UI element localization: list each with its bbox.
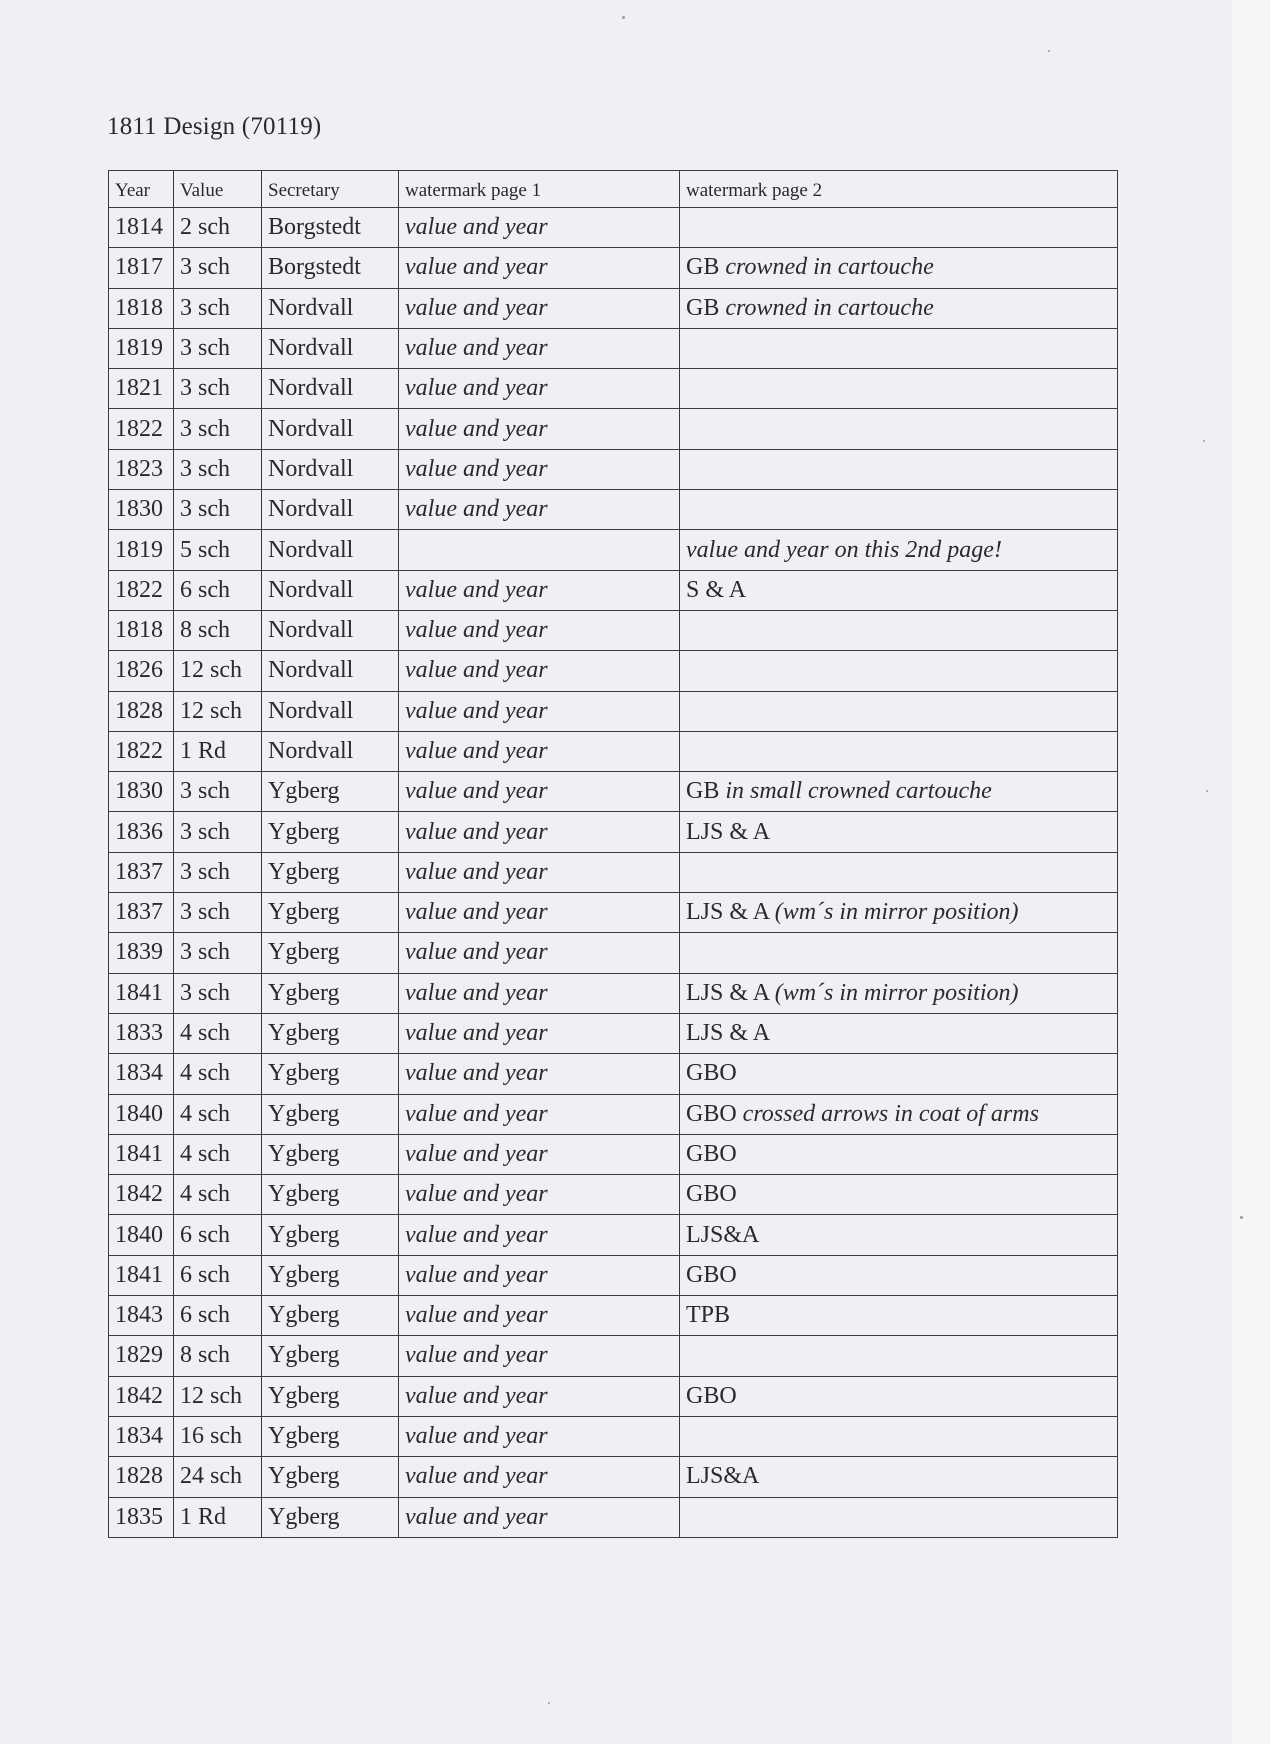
cell-watermark-page-1: value and year bbox=[399, 1134, 680, 1174]
cell-value: 2 sch bbox=[174, 208, 262, 248]
document-title: 1811 Design (70119) bbox=[107, 113, 322, 140]
cell-value: 3 sch bbox=[174, 973, 262, 1013]
cell-year: 1822 bbox=[109, 409, 174, 449]
cell-watermark-page-2 bbox=[680, 973, 1118, 1013]
table-row bbox=[109, 328, 1118, 368]
cell-year: 1835 bbox=[109, 1497, 174, 1537]
watermark-initials: GBO bbox=[686, 1181, 737, 1208]
cell-year: 1823 bbox=[109, 449, 174, 489]
scan-speck bbox=[1240, 1216, 1243, 1219]
table-row bbox=[109, 1457, 1118, 1497]
cell-secretary: Ygberg bbox=[262, 852, 399, 892]
scan-speck bbox=[1048, 50, 1050, 52]
table-row bbox=[109, 812, 1118, 852]
watermark-description: crowned in cartouche bbox=[725, 254, 934, 281]
cell-watermark-page-1: value and year bbox=[399, 1497, 680, 1537]
cell-value: 3 sch bbox=[174, 449, 262, 489]
cell-value: 3 sch bbox=[174, 772, 262, 812]
cell-secretary: Nordvall bbox=[262, 449, 399, 489]
watermark-description: value and year on this 2nd page! bbox=[686, 536, 1002, 563]
cell-secretary: Borgstedt bbox=[262, 248, 399, 288]
cell-year: 1837 bbox=[109, 893, 174, 933]
cell-value: 3 sch bbox=[174, 852, 262, 892]
cell-year: 1840 bbox=[109, 1094, 174, 1134]
cell-year: 1843 bbox=[109, 1296, 174, 1336]
table-row bbox=[109, 530, 1118, 570]
cell-year: 1818 bbox=[109, 610, 174, 650]
cell-year: 1814 bbox=[109, 208, 174, 248]
table-row bbox=[109, 1215, 1118, 1255]
cell-watermark-page-2 bbox=[680, 651, 1118, 691]
cell-watermark-page-2 bbox=[680, 1457, 1118, 1497]
scan-speck bbox=[548, 1702, 550, 1704]
cell-watermark-page-1: value and year bbox=[399, 288, 680, 328]
cell-value: 12 sch bbox=[174, 691, 262, 731]
cell-year: 1842 bbox=[109, 1175, 174, 1215]
cell-value: 3 sch bbox=[174, 248, 262, 288]
cell-watermark-page-2 bbox=[680, 369, 1118, 409]
table-row bbox=[109, 1175, 1118, 1215]
watermark-initials: GBO bbox=[686, 1100, 737, 1127]
cell-watermark-page-1: value and year bbox=[399, 490, 680, 530]
table-row bbox=[109, 1376, 1118, 1416]
watermark-initials: GB bbox=[686, 778, 720, 805]
table-row bbox=[109, 772, 1118, 812]
cell-secretary: Nordvall bbox=[262, 610, 399, 650]
cell-value: 4 sch bbox=[174, 1134, 262, 1174]
cell-value: 3 sch bbox=[174, 409, 262, 449]
cell-watermark-page-1: value and year bbox=[399, 1296, 680, 1336]
cell-value: 24 sch bbox=[174, 1457, 262, 1497]
cell-year: 1819 bbox=[109, 530, 174, 570]
cell-year: 1826 bbox=[109, 651, 174, 691]
watermark-initials: LJS & A bbox=[686, 899, 769, 926]
cell-year: 1817 bbox=[109, 248, 174, 288]
cell-watermark-page-1: value and year bbox=[399, 1054, 680, 1094]
cell-secretary: Ygberg bbox=[262, 1416, 399, 1456]
table-row bbox=[109, 1296, 1118, 1336]
cell-secretary: Ygberg bbox=[262, 1296, 399, 1336]
cell-value: 6 sch bbox=[174, 1255, 262, 1295]
cell-watermark-page-1: value and year bbox=[399, 772, 680, 812]
cell-value: 3 sch bbox=[174, 369, 262, 409]
cell-watermark-page-2 bbox=[680, 812, 1118, 852]
cell-value: 4 sch bbox=[174, 1175, 262, 1215]
cell-watermark-page-2 bbox=[680, 1175, 1118, 1215]
cell-year: 1829 bbox=[109, 1336, 174, 1376]
cell-secretary: Ygberg bbox=[262, 772, 399, 812]
watermark-initials: LJS & A bbox=[686, 818, 771, 845]
table-row bbox=[109, 651, 1118, 691]
cell-year: 1830 bbox=[109, 490, 174, 530]
column-header-secretary: Secretary bbox=[262, 171, 399, 208]
cell-year: 1830 bbox=[109, 772, 174, 812]
table-row bbox=[109, 208, 1118, 248]
cell-secretary: Nordvall bbox=[262, 369, 399, 409]
cell-secretary: Nordvall bbox=[262, 288, 399, 328]
cell-secretary: Nordvall bbox=[262, 691, 399, 731]
cell-year: 1839 bbox=[109, 933, 174, 973]
cell-value: 1 Rd bbox=[174, 1497, 262, 1537]
table-row bbox=[109, 973, 1118, 1013]
watermark-description: (wm´s in mirror position) bbox=[774, 899, 1019, 926]
cell-watermark-page-2 bbox=[680, 1416, 1118, 1456]
cell-value: 12 sch bbox=[174, 1376, 262, 1416]
cell-watermark-page-1: value and year bbox=[399, 893, 680, 933]
table-row bbox=[109, 933, 1118, 973]
cell-secretary: Ygberg bbox=[262, 812, 399, 852]
cell-watermark-page-2 bbox=[680, 328, 1118, 368]
table-row bbox=[109, 570, 1118, 610]
table-row bbox=[109, 1054, 1118, 1094]
table-row bbox=[109, 490, 1118, 530]
watermark-description: in small crowned cartouche bbox=[725, 778, 992, 805]
watermark-description: (wm´s in mirror position) bbox=[774, 979, 1019, 1006]
cell-watermark-page-1: value and year bbox=[399, 369, 680, 409]
cell-value: 6 sch bbox=[174, 1215, 262, 1255]
cell-year: 1841 bbox=[109, 1255, 174, 1295]
cell-secretary: Ygberg bbox=[262, 1497, 399, 1537]
cell-watermark-page-2 bbox=[680, 1497, 1118, 1537]
watermark-initials: LJS&A bbox=[686, 1463, 760, 1490]
cell-year: 1834 bbox=[109, 1416, 174, 1456]
cell-watermark-page-1: value and year bbox=[399, 1013, 680, 1053]
watermark-initials: GB bbox=[686, 294, 720, 321]
table-header-row bbox=[109, 171, 1118, 208]
watermark-initials: GBO bbox=[686, 1060, 737, 1087]
cell-watermark-page-2 bbox=[680, 530, 1118, 570]
cell-watermark-page-1: value and year bbox=[399, 1255, 680, 1295]
cell-watermark-page-1: value and year bbox=[399, 1175, 680, 1215]
watermark-initials: TPB bbox=[686, 1302, 731, 1329]
table-row bbox=[109, 610, 1118, 650]
cell-watermark-page-1: value and year bbox=[399, 1336, 680, 1376]
cell-secretary: Ygberg bbox=[262, 973, 399, 1013]
watermark-initials: GBO bbox=[686, 1261, 737, 1288]
table-row bbox=[109, 1134, 1118, 1174]
watermark-initials: GB bbox=[686, 254, 720, 281]
table-row bbox=[109, 1094, 1118, 1134]
cell-value: 3 sch bbox=[174, 933, 262, 973]
cell-watermark-page-1: value and year bbox=[399, 933, 680, 973]
cell-watermark-page-2 bbox=[680, 1094, 1118, 1134]
cell-watermark-page-2 bbox=[680, 449, 1118, 489]
cell-value: 1 Rd bbox=[174, 731, 262, 771]
cell-secretary: Ygberg bbox=[262, 1457, 399, 1497]
table-row bbox=[109, 893, 1118, 933]
cell-watermark-page-2 bbox=[680, 1134, 1118, 1174]
cell-year: 1841 bbox=[109, 1134, 174, 1174]
cell-year: 1821 bbox=[109, 369, 174, 409]
cell-secretary: Ygberg bbox=[262, 1175, 399, 1215]
cell-year: 1836 bbox=[109, 812, 174, 852]
table-row bbox=[109, 731, 1118, 771]
scan-speck bbox=[1206, 790, 1208, 792]
cell-value: 3 sch bbox=[174, 893, 262, 933]
cell-year: 1834 bbox=[109, 1054, 174, 1094]
cell-year: 1840 bbox=[109, 1215, 174, 1255]
cell-watermark-page-1: value and year bbox=[399, 852, 680, 892]
watermark-description: crowned in cartouche bbox=[725, 294, 934, 321]
cell-value: 3 sch bbox=[174, 812, 262, 852]
cell-watermark-page-1: value and year bbox=[399, 1376, 680, 1416]
cell-secretary: Nordvall bbox=[262, 490, 399, 530]
scan-speck bbox=[1203, 440, 1205, 442]
cell-watermark-page-2 bbox=[680, 288, 1118, 328]
cell-secretary: Ygberg bbox=[262, 933, 399, 973]
cell-secretary: Ygberg bbox=[262, 1255, 399, 1295]
cell-watermark-page-2 bbox=[680, 1013, 1118, 1053]
cell-value: 3 sch bbox=[174, 328, 262, 368]
cell-watermark-page-2 bbox=[680, 731, 1118, 771]
cell-year: 1819 bbox=[109, 328, 174, 368]
cell-value: 6 sch bbox=[174, 1296, 262, 1336]
cell-secretary: Ygberg bbox=[262, 1215, 399, 1255]
cell-watermark-page-1: value and year bbox=[399, 570, 680, 610]
table-row bbox=[109, 1416, 1118, 1456]
cell-year: 1828 bbox=[109, 691, 174, 731]
cell-year: 1828 bbox=[109, 1457, 174, 1497]
table-row bbox=[109, 1336, 1118, 1376]
cell-watermark-page-1: value and year bbox=[399, 1457, 680, 1497]
cell-secretary: Nordvall bbox=[262, 651, 399, 691]
column-header-watermark-page-1: watermark page 1 bbox=[399, 171, 680, 208]
cell-watermark-page-2 bbox=[680, 208, 1118, 248]
cell-watermark-page-1: value and year bbox=[399, 731, 680, 771]
cell-secretary: Ygberg bbox=[262, 1054, 399, 1094]
table-row bbox=[109, 1255, 1118, 1295]
cell-secretary: Ygberg bbox=[262, 1376, 399, 1416]
cell-watermark-page-2 bbox=[680, 893, 1118, 933]
paper-edge bbox=[1232, 0, 1270, 1744]
watermark-initials: LJS & A bbox=[686, 979, 769, 1006]
column-header-year: Year bbox=[109, 171, 174, 208]
table-body bbox=[109, 208, 1118, 1538]
table-row bbox=[109, 1013, 1118, 1053]
cell-watermark-page-2 bbox=[680, 1255, 1118, 1295]
watermark-initials: GBO bbox=[686, 1140, 737, 1167]
cell-watermark-page-2 bbox=[680, 691, 1118, 731]
cell-secretary: Ygberg bbox=[262, 1336, 399, 1376]
cell-value: 16 sch bbox=[174, 1416, 262, 1456]
watermark-description: crossed arrows in coat of arms bbox=[742, 1100, 1039, 1127]
cell-watermark-page-1: value and year bbox=[399, 328, 680, 368]
table-row bbox=[109, 1497, 1118, 1537]
cell-value: 8 sch bbox=[174, 1336, 262, 1376]
cell-watermark-page-2 bbox=[680, 490, 1118, 530]
cell-value: 3 sch bbox=[174, 288, 262, 328]
cell-watermark-page-1: value and year bbox=[399, 1416, 680, 1456]
cell-secretary: Nordvall bbox=[262, 731, 399, 771]
cell-watermark-page-2 bbox=[680, 1336, 1118, 1376]
cell-watermark-page-2 bbox=[680, 772, 1118, 812]
table-row bbox=[109, 449, 1118, 489]
watermark-initials: LJS&A bbox=[686, 1221, 760, 1248]
cell-watermark-page-1: value and year bbox=[399, 449, 680, 489]
table-row bbox=[109, 691, 1118, 731]
watermark-initials: S & A bbox=[686, 576, 747, 603]
cell-value: 4 sch bbox=[174, 1054, 262, 1094]
cell-watermark-page-1: value and year bbox=[399, 1215, 680, 1255]
table-row bbox=[109, 288, 1118, 328]
watermark-initials: GBO bbox=[686, 1382, 737, 1409]
cell-watermark-page-2 bbox=[680, 933, 1118, 973]
cell-secretary: Ygberg bbox=[262, 1134, 399, 1174]
cell-value: 3 sch bbox=[174, 490, 262, 530]
cell-value: 5 sch bbox=[174, 530, 262, 570]
cell-watermark-page-2 bbox=[680, 1376, 1118, 1416]
scan-speck bbox=[622, 16, 625, 19]
table-row bbox=[109, 409, 1118, 449]
cell-value: 8 sch bbox=[174, 610, 262, 650]
cell-secretary: Ygberg bbox=[262, 1013, 399, 1053]
cell-watermark-page-2 bbox=[680, 1215, 1118, 1255]
cell-year: 1833 bbox=[109, 1013, 174, 1053]
cell-year: 1837 bbox=[109, 852, 174, 892]
column-header-value: Value bbox=[174, 171, 262, 208]
cell-secretary: Nordvall bbox=[262, 570, 399, 610]
cell-watermark-page-1: value and year bbox=[399, 651, 680, 691]
table-row bbox=[109, 248, 1118, 288]
cell-value: 4 sch bbox=[174, 1094, 262, 1134]
cell-secretary: Ygberg bbox=[262, 893, 399, 933]
cell-value: 4 sch bbox=[174, 1013, 262, 1053]
cell-watermark-page-2 bbox=[680, 1054, 1118, 1094]
cell-value: 12 sch bbox=[174, 651, 262, 691]
cell-year: 1822 bbox=[109, 570, 174, 610]
cell-year: 1841 bbox=[109, 973, 174, 1013]
cell-watermark-page-1: value and year bbox=[399, 208, 680, 248]
cell-year: 1842 bbox=[109, 1376, 174, 1416]
watermark-table bbox=[108, 170, 1118, 1538]
cell-watermark-page-1: value and year bbox=[399, 610, 680, 650]
cell-secretary: Borgstedt bbox=[262, 208, 399, 248]
cell-secretary: Ygberg bbox=[262, 1094, 399, 1134]
cell-secretary: Nordvall bbox=[262, 530, 399, 570]
cell-year: 1822 bbox=[109, 731, 174, 771]
cell-watermark-page-1: value and year bbox=[399, 248, 680, 288]
cell-watermark-page-1: value and year bbox=[399, 409, 680, 449]
cell-watermark-page-2 bbox=[680, 570, 1118, 610]
cell-value: 6 sch bbox=[174, 570, 262, 610]
cell-watermark-page-1: value and year bbox=[399, 1094, 680, 1134]
cell-watermark-page-2 bbox=[680, 610, 1118, 650]
cell-watermark-page-1: value and year bbox=[399, 812, 680, 852]
table-row bbox=[109, 852, 1118, 892]
cell-watermark-page-2 bbox=[680, 409, 1118, 449]
cell-watermark-page-2 bbox=[680, 248, 1118, 288]
cell-watermark-page-2 bbox=[680, 1296, 1118, 1336]
cell-watermark-page-1: value and year bbox=[399, 973, 680, 1013]
watermark-initials: LJS & A bbox=[686, 1020, 771, 1047]
cell-secretary: Nordvall bbox=[262, 409, 399, 449]
column-header-watermark-page-2: watermark page 2 bbox=[680, 171, 1118, 208]
cell-watermark-page-1: value and year bbox=[399, 691, 680, 731]
cell-watermark-page-1 bbox=[399, 530, 680, 570]
cell-watermark-page-2 bbox=[680, 852, 1118, 892]
cell-year: 1818 bbox=[109, 288, 174, 328]
table-row bbox=[109, 369, 1118, 409]
cell-secretary: Nordvall bbox=[262, 328, 399, 368]
